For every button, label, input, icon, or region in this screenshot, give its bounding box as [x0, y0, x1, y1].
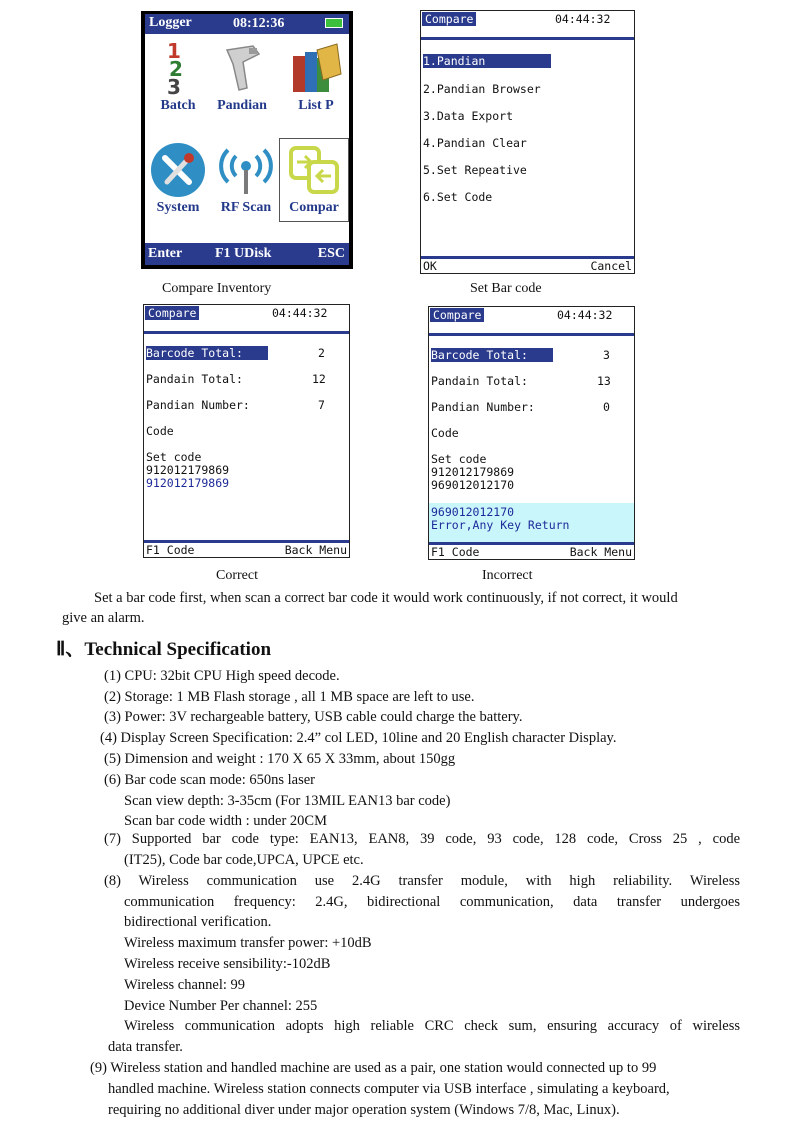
tools-icon: [149, 142, 207, 198]
error-code: 969012012170: [431, 505, 515, 519]
barcode-total-label: Barcode Total:: [146, 346, 268, 360]
softkey-back-menu[interactable]: Back Menu: [569, 545, 632, 559]
spec-line-14: Wireless maximum transfer power: +10dB: [124, 935, 372, 951]
menu-panel: [145, 34, 349, 243]
spec-line-9: (7) Supported bar code type: EAN13, EAN8, 39 code, 93 code, 128 code, Cross 25 , code: [104, 831, 740, 847]
spec-line-10: (IT25), Code bar code,UPCA, UPCE etc.: [124, 852, 364, 868]
scanned-code: 912012179869: [146, 476, 230, 490]
setcode-clock: 04:44:32: [555, 12, 611, 26]
spec-line-15: Wireless receive sensibility:-102dB: [124, 956, 331, 972]
battery-icon: [325, 18, 343, 28]
softkey-ok[interactable]: OK: [423, 259, 437, 273]
menu-item-pandian-browser[interactable]: 2.Pandian Browser: [423, 82, 541, 96]
spec-line-3: (3) Power: 3V rechargeable battery, USB cable could charge the battery.: [104, 709, 523, 725]
set-code-value: 912012179869: [431, 465, 515, 479]
barcode-total-value: 3: [603, 348, 610, 362]
svg-text:1: 1: [167, 40, 181, 63]
softkey-back-menu[interactable]: Back Menu: [284, 543, 347, 557]
incorrect-footer: [429, 542, 634, 559]
menu-item-pandian[interactable]: 1.Pandian: [423, 54, 551, 68]
menu-item-pandian-clear[interactable]: 4.Pandian Clear: [423, 136, 527, 150]
tile-compare-label: Compar: [289, 200, 339, 215]
caption-correct: Correct: [216, 568, 258, 583]
spec-line-4: (4) Display Screen Specification: 2.4” col LED, 10line and 20 English character Display.: [100, 730, 617, 746]
intro-line-2: give an alarm.: [62, 610, 145, 626]
set-code-label: Set code: [146, 450, 202, 464]
error-message: Error,Any Key Return: [431, 518, 570, 532]
tile-system-label: System: [156, 200, 200, 215]
menu-title: Logger: [149, 15, 192, 30]
setcode-header: [421, 11, 634, 40]
wireless-icon: [217, 142, 275, 198]
pandain-total-value: 13: [597, 374, 611, 388]
spec-line-5: (5) Dimension and weight : 170 X 65 X 33mm, about 150gg: [104, 751, 456, 767]
spec-line-6: (6) Bar code scan mode: 650ns laser: [104, 772, 315, 788]
softkey-f1-udisk[interactable]: F1 UDisk: [215, 246, 272, 261]
spec-line-8: Scan bar code width : under 20CM: [124, 813, 327, 829]
tile-system[interactable]: [145, 142, 211, 216]
batch-123-icon: [149, 40, 207, 96]
menu-item-set-code[interactable]: 6.Set Code: [423, 190, 493, 204]
spec-line-17: Device Number Per channel: 255: [124, 998, 318, 1014]
spec-line-7: Scan view depth: 3-35cm (For 13MIL EAN13 bar code): [124, 793, 451, 809]
caption-incorrect: Incorrect: [482, 568, 533, 583]
section-heading: Ⅱ、Technical Specification: [56, 639, 272, 660]
code-label: Code: [431, 426, 459, 440]
set-code-label: Set code: [431, 452, 487, 466]
pandain-total-label: Pandain Total:: [431, 374, 528, 388]
menu-item-data-export[interactable]: 3.Data Export: [423, 109, 514, 123]
spec-line-16: Wireless channel: 99: [124, 977, 246, 993]
correct-clock: 04:44:32: [272, 306, 328, 320]
tile-batch-label: Batch: [160, 98, 196, 113]
intro-line-1: Set a bar code first, when scan a correct bar code it would work continuously, if not correct, it would: [94, 590, 678, 606]
incorrect-clock: 04:44:32: [557, 308, 613, 322]
menu-clock: 08:12:36: [233, 16, 285, 31]
tile-list[interactable]: [283, 40, 349, 114]
tile-rf-scan[interactable]: [213, 142, 279, 216]
set-code-value: 912012179869: [146, 463, 230, 477]
spec-line-18: Wireless communication adopts high reliable CRC check sum, ensuring accuracy of wireless: [124, 1018, 740, 1034]
correct-title: Compare: [145, 306, 199, 320]
menu-softkey-bar: [145, 243, 349, 265]
softkey-esc[interactable]: ESC: [317, 246, 345, 261]
menu-item-set-repeative[interactable]: 5.Set Repeative: [423, 163, 527, 177]
device-correct-screen: [143, 304, 350, 558]
softkey-f1-code[interactable]: F1 Code: [146, 543, 195, 557]
scanner-gun-icon: [213, 40, 271, 96]
tile-batch[interactable]: [145, 40, 211, 114]
incorrect-title: Compare: [430, 308, 484, 322]
pandian-number-label: Pandian Number:: [431, 400, 535, 414]
barcode-total-value: 2: [318, 346, 325, 360]
scanned-code: 969012012170: [431, 478, 515, 492]
spec-line-22: requiring no additional diver under major operation system (Windows 7/8, Mac, Linux).: [108, 1102, 620, 1118]
softkey-enter[interactable]: Enter: [148, 246, 183, 261]
tile-list-label: List P: [298, 98, 334, 113]
svg-text:2: 2: [169, 57, 183, 81]
caption-compare-inventory: Compare Inventory: [162, 281, 272, 296]
pandian-number-value: 0: [603, 400, 610, 414]
pandian-number-value: 7: [318, 398, 325, 412]
device-setcode-screen: [420, 10, 635, 274]
books-icon: [287, 40, 345, 96]
spec-line-19: data transfer.: [108, 1039, 183, 1055]
menu-title-bar: [145, 14, 349, 34]
tile-pandian-label: Pandian: [217, 98, 267, 113]
svg-text:3: 3: [167, 75, 181, 96]
softkey-cancel[interactable]: Cancel: [590, 259, 632, 273]
barcode-total-label: Barcode Total:: [431, 348, 553, 362]
pandian-number-label: Pandian Number:: [146, 398, 250, 412]
tile-pandian[interactable]: [209, 40, 275, 114]
spec-line-20: (9) Wireless station and handled machine are used as a pair, one station would connected up to 99: [90, 1060, 657, 1076]
incorrect-header: [429, 307, 634, 336]
compare-icon: [285, 142, 343, 198]
device-incorrect-screen: [428, 306, 635, 560]
error-panel: [429, 503, 634, 542]
caption-set-bar-code: Set Bar code: [470, 281, 542, 296]
tile-compare[interactable]: [281, 142, 347, 216]
pandain-total-value: 12: [312, 372, 326, 386]
softkey-f1-code[interactable]: F1 Code: [431, 545, 480, 559]
correct-footer: [144, 540, 349, 557]
spec-line-21: handled machine. Wireless station connects computer via USB interface , simulating a keyboard,: [108, 1081, 670, 1097]
spec-line-2: (2) Storage: 1 MB Flash storage , all 1 MB space are left to use.: [104, 689, 475, 705]
setcode-title: Compare: [422, 12, 476, 26]
spec-line-13: bidirectional verification.: [124, 914, 272, 930]
code-label: Code: [146, 424, 174, 438]
tile-rf-scan-label: RF Scan: [220, 200, 272, 215]
pandain-total-label: Pandain Total:: [146, 372, 243, 386]
spec-line-11: (8) Wireless communication use 2.4G transfer module, with high reliability. Wireless: [104, 873, 740, 889]
correct-header: [144, 305, 349, 334]
spec-line-12: communication frequency: 2.4G, bidirectional communication, data transfer undergoes: [124, 894, 740, 910]
setcode-footer: [421, 256, 634, 273]
spec-line-1: (1) CPU: 32bit CPU High speed decode.: [104, 668, 340, 684]
device-menu-screen: [141, 11, 353, 269]
